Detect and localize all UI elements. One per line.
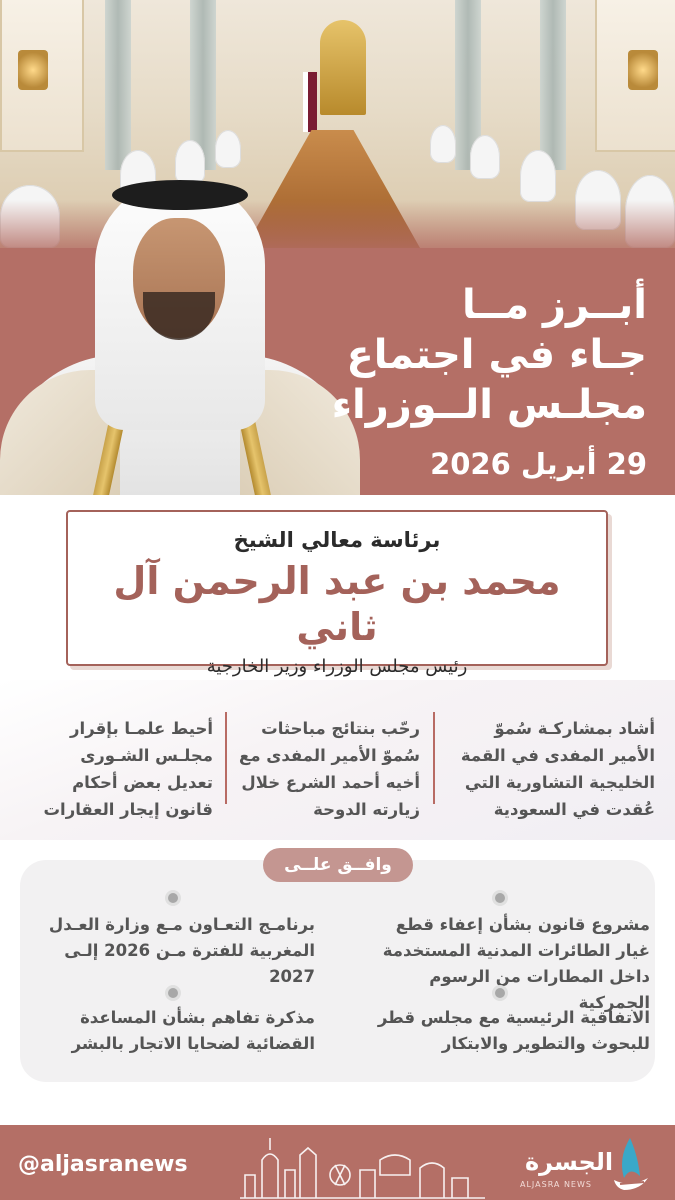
- agal: [112, 180, 248, 210]
- prime-minister-portrait: [0, 180, 360, 495]
- agreed-item: برنامـج التعـاون مـع وزارة العـدل المغربية للفترة مـن 2026 إلـى 2027: [48, 915, 315, 986]
- meeting-date: 29 أبريل 2026: [430, 447, 647, 481]
- chairman-intro: برئاسة معالي الشيخ: [233, 528, 441, 552]
- agreed-label: وافــق علــى: [263, 848, 413, 882]
- highlight-item: رحّب بنتائج مباحثات سُموّ الأمير المفدى مع أخيه أحمد الشرع خلال زيارته الدوحة: [239, 719, 420, 819]
- social-handle[interactable]: @aljasranews: [18, 1152, 188, 1177]
- agreed-item: مذكرة تفاهم بشأن المساعدة القضائية لضحايا الاتجار بالبشر: [71, 1008, 315, 1053]
- curtain: [540, 0, 566, 170]
- bullet-dot: [495, 893, 505, 903]
- gold-door: [320, 20, 366, 115]
- attendee: [470, 135, 500, 179]
- hero-section: [0, 0, 675, 495]
- attendee: [520, 150, 556, 202]
- logo-english: ALJASRA NEWS: [520, 1180, 592, 1189]
- curtain: [105, 0, 131, 170]
- bullet-dot: [495, 988, 505, 998]
- attendee: [430, 125, 456, 163]
- divider: [225, 712, 227, 804]
- headline-line: مجلـس الــوزراء: [331, 382, 647, 428]
- highlight-item: أشاد بمشاركـة سُموّ الأمير المفدى في القمة الخليجية التشاورية التي عُقدت في السعودية: [460, 719, 655, 819]
- chairman-box: [66, 510, 608, 677]
- divider: [433, 712, 435, 804]
- highlight-item: أحيط علمـا بإقرار مجلـس الشـورى تعديل بعض أحكام قانون إيجار العقارات: [43, 719, 213, 819]
- wall-lamp: [18, 50, 48, 90]
- qatar-flag: [303, 72, 317, 132]
- chairman-role: رئيس مجلس الوزراء وزير الخارجية: [206, 656, 468, 677]
- attendee: [175, 140, 205, 184]
- bullet-dot: [168, 988, 178, 998]
- aljasra-logo-icon: [610, 1136, 650, 1192]
- attendee: [215, 130, 241, 168]
- agreed-item: مشروع قانون بشأن إعفاء قطع غيار الطائرات المدنية المستخدمة داخل المطارات من الرسوم الجمركية: [382, 915, 650, 1012]
- headline: [327, 280, 647, 484]
- doha-skyline-icon: [240, 1130, 485, 1200]
- agreed-item: الاتفاقية الرئيسية مع مجلس قطر للبحوث والتطوير والابتكار: [377, 1008, 650, 1053]
- headline-line: أبــرز مــا: [461, 282, 647, 328]
- wall-lamp: [628, 50, 658, 90]
- logo-arabic: الجسرة: [525, 1148, 614, 1176]
- chairman-name: محمد بن عبد الرحمن آل ثاني: [113, 559, 561, 649]
- headline-line: جـاء في اجتماع: [346, 332, 647, 378]
- bullet-dot: [168, 893, 178, 903]
